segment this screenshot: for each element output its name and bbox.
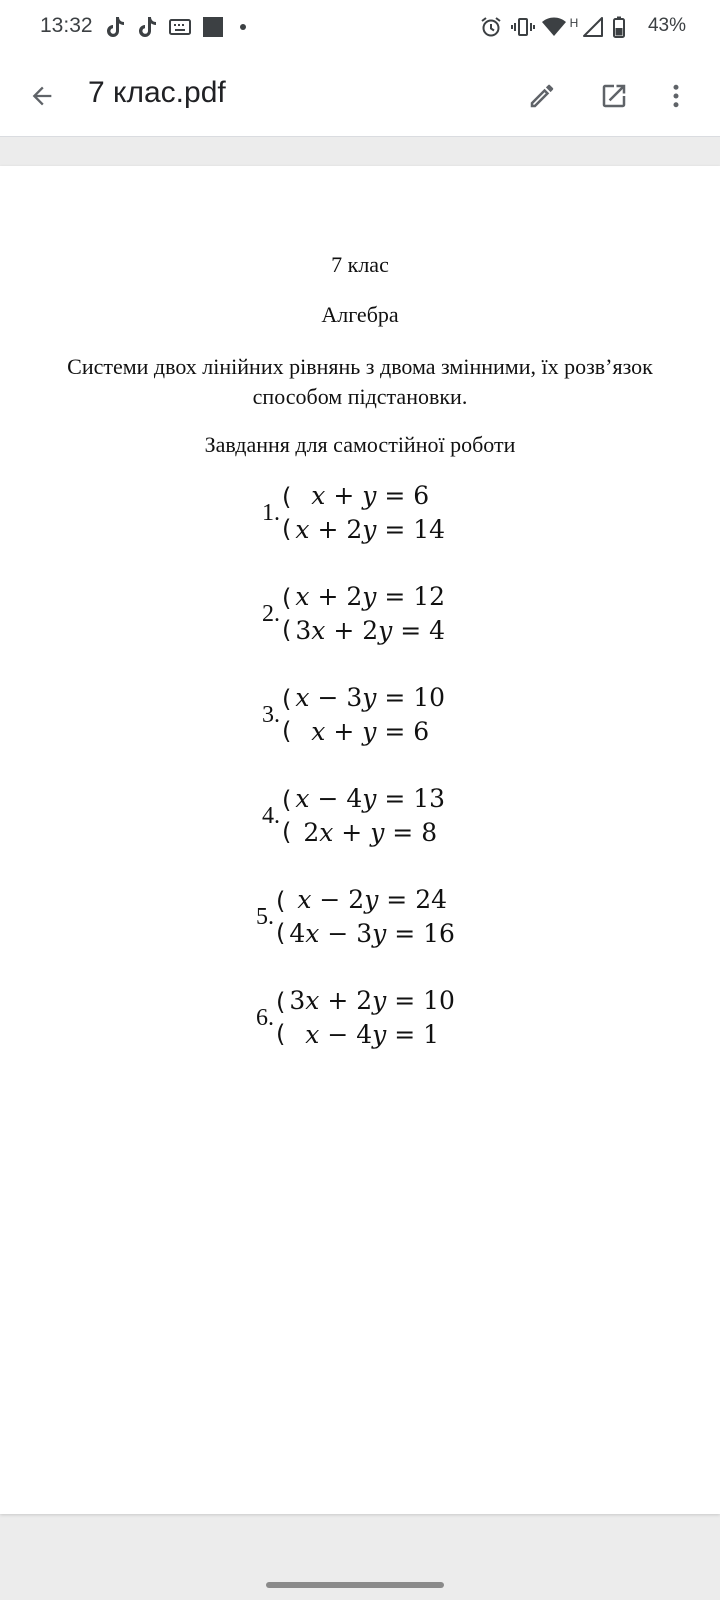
- open-external-icon: [599, 81, 629, 111]
- problem-5: [256, 883, 455, 951]
- equation-1: 3x + 2y = 10: [289, 986, 455, 1015]
- more-options-button[interactable]: [652, 72, 700, 120]
- equation-1: x − 2y = 24: [297, 885, 447, 914]
- equation-1: x + y = 6: [311, 481, 430, 510]
- equation-2: x + 2y = 14: [295, 515, 446, 544]
- vibrate-icon: [511, 14, 535, 40]
- equation-1: x + 2y = 12: [295, 582, 446, 611]
- battery-icon: [612, 14, 626, 40]
- alarm-icon: [480, 14, 502, 40]
- equation-2: 3x + 2y = 4: [295, 616, 446, 645]
- problem-3: [262, 681, 445, 749]
- wifi-icon: [542, 14, 566, 40]
- topic-line-1: Системи двох лінійних рівнянь з двома змінними, їх розв’язок: [67, 354, 653, 379]
- tiktok-icon: [136, 14, 158, 40]
- keyboard-icon: [168, 14, 192, 40]
- equation-2: x + y = 6: [311, 717, 430, 746]
- brace-icon: ( (: [282, 685, 292, 745]
- more-vert-icon: [661, 81, 691, 111]
- problem-6: [256, 984, 455, 1052]
- equation-2: 2x + y = 8: [303, 818, 438, 847]
- battery-percent: 43%: [647, 15, 686, 36]
- brace-icon: ( (: [276, 988, 286, 1048]
- brace-icon: ( (: [276, 887, 286, 947]
- task-heading: Завдання для самостійної роботи: [204, 432, 516, 457]
- subject-heading: Алгебра: [321, 302, 399, 327]
- signal-icon: [582, 14, 604, 40]
- problem-4: [262, 782, 445, 850]
- problem-number: 2.: [262, 600, 280, 627]
- problem-1: [262, 479, 445, 547]
- brace-icon: ( (: [282, 786, 292, 846]
- tiktok-icon: [104, 14, 126, 40]
- square-icon: [202, 14, 224, 40]
- file-title: 7 клас.pdf: [88, 76, 226, 109]
- app-bar: [0, 56, 720, 137]
- brace-icon: ( (: [282, 483, 292, 543]
- topic-line-2: способом підстановки.: [252, 384, 468, 409]
- problem-number: 3.: [262, 701, 280, 728]
- problem-number: 1.: [262, 499, 280, 526]
- status-bar: [0, 0, 720, 56]
- grade-heading: 7 клас: [331, 252, 389, 277]
- pencil-icon: [527, 81, 557, 111]
- equation-2: x − 4y = 1: [305, 1020, 440, 1049]
- problem-number: 6.: [256, 1004, 274, 1031]
- open-with-button[interactable]: [590, 72, 638, 120]
- gesture-handle[interactable]: [266, 1582, 444, 1588]
- equation-1: x − 4y = 13: [295, 784, 446, 813]
- back-button[interactable]: [18, 72, 66, 120]
- arrow-back-icon: [28, 82, 56, 110]
- problem-number: 5.: [256, 903, 274, 930]
- dot-icon: [238, 14, 248, 40]
- equation-1: x − 3y = 10: [295, 683, 446, 712]
- problem-number: 4.: [262, 802, 280, 829]
- status-time: 13:32: [40, 14, 93, 37]
- equation-2: 4x − 3y = 16: [289, 919, 455, 948]
- pdf-page[interactable]: [0, 166, 720, 1514]
- network-type-label: H: [569, 16, 579, 30]
- brace-icon: ( (: [282, 584, 292, 644]
- edit-button[interactable]: [518, 72, 566, 120]
- problem-2: [262, 580, 445, 648]
